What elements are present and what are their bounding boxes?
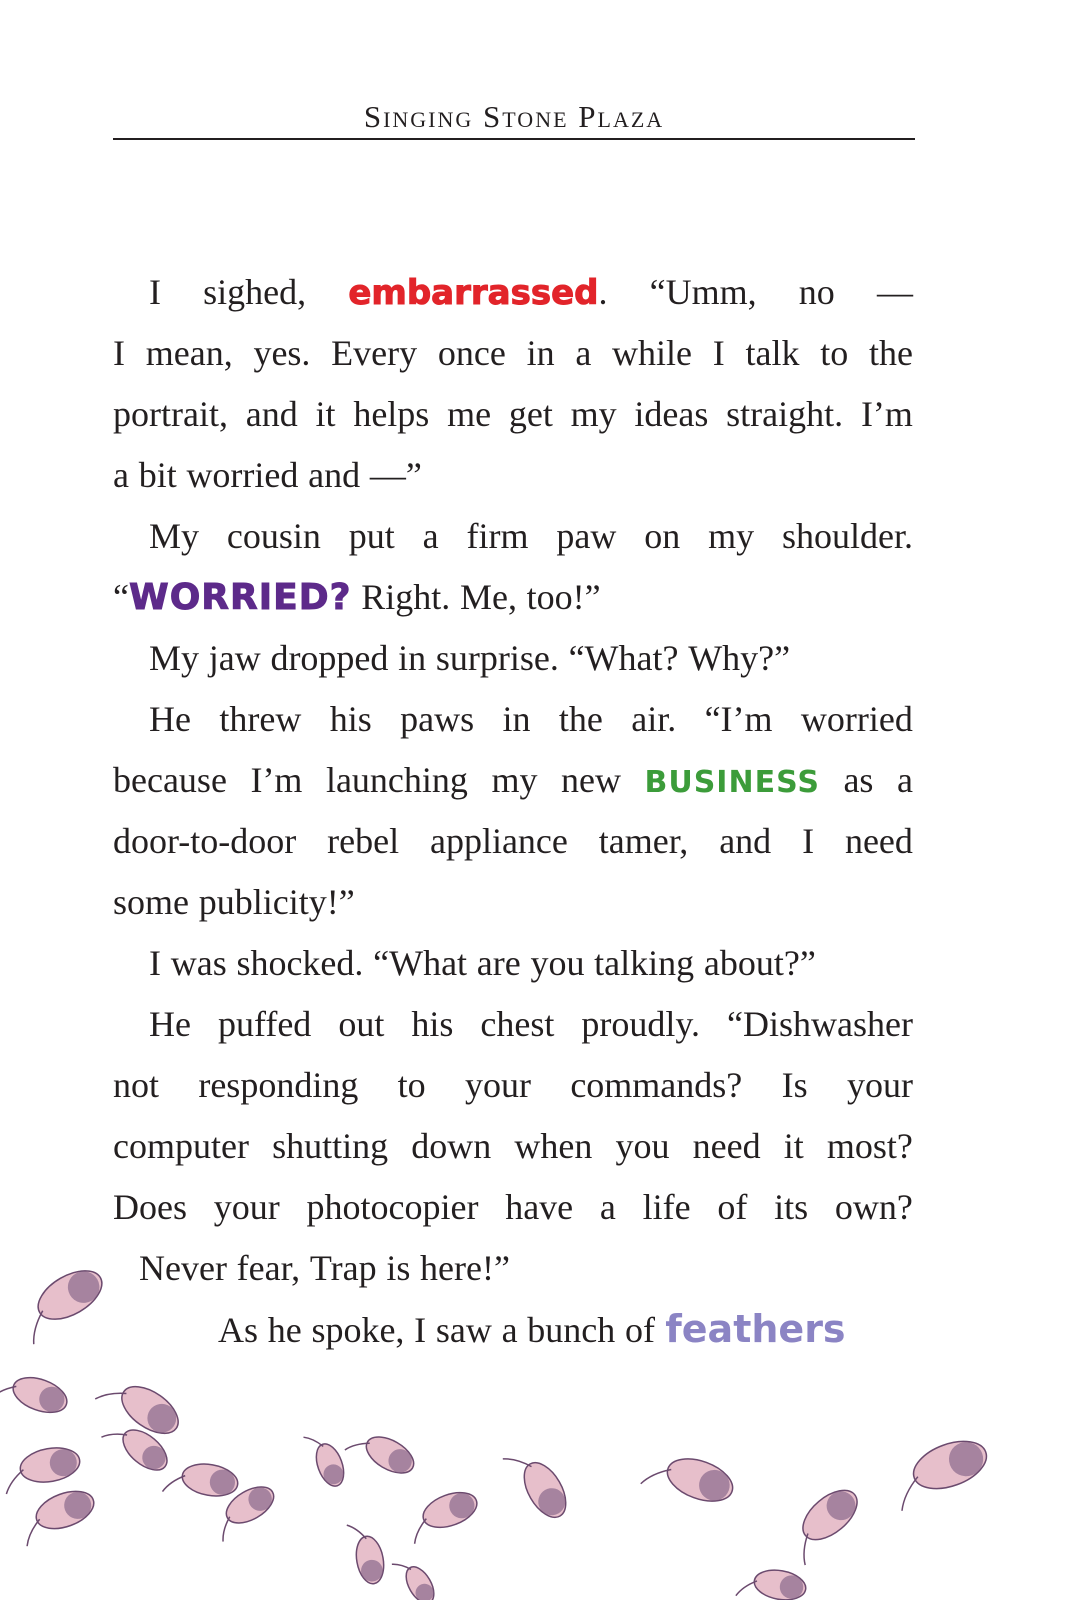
word: yes. xyxy=(253,333,311,373)
word: to xyxy=(397,1065,426,1105)
text-line xyxy=(113,323,913,384)
word: shoulder. xyxy=(782,516,913,556)
word: sighed, xyxy=(203,272,307,312)
feather-icon xyxy=(503,1440,574,1526)
feather-icon xyxy=(303,1428,348,1491)
word: your xyxy=(465,1065,531,1105)
word: I xyxy=(149,943,161,983)
word: life xyxy=(642,1187,691,1227)
word: jaw xyxy=(208,638,261,678)
text-line xyxy=(113,750,913,811)
word: need xyxy=(692,1126,761,1166)
word: of xyxy=(625,1310,655,1350)
text-line xyxy=(113,262,913,323)
word: Why?” xyxy=(688,638,791,678)
word: its xyxy=(774,1187,809,1227)
feather-icon xyxy=(641,1444,739,1514)
text-line xyxy=(113,506,913,567)
word: my xyxy=(491,760,538,800)
word: no xyxy=(798,272,835,312)
word: threw xyxy=(219,699,302,739)
word: rebel xyxy=(327,821,400,861)
word: because xyxy=(113,760,227,800)
word: — xyxy=(876,272,913,312)
word: bit xyxy=(138,455,177,495)
word: “ xyxy=(113,577,129,617)
word: while xyxy=(612,333,693,373)
word: “Umm, xyxy=(649,272,757,312)
styled-word: feathers xyxy=(665,1307,846,1351)
word: cousin xyxy=(226,516,321,556)
text-line xyxy=(113,994,913,1055)
word: Every xyxy=(331,333,418,373)
feather-icon xyxy=(347,1520,387,1587)
word: launching xyxy=(325,760,468,800)
word: —” xyxy=(369,455,422,495)
word: his xyxy=(411,1004,454,1044)
word: a xyxy=(599,1187,616,1227)
word: helps xyxy=(353,394,430,434)
word: bunch xyxy=(527,1310,616,1350)
word: Me, xyxy=(459,577,517,617)
word: is xyxy=(386,1248,411,1288)
feather-icon xyxy=(0,1365,72,1423)
word: Never xyxy=(139,1248,227,1288)
word: was xyxy=(170,943,227,983)
word: talking xyxy=(594,943,695,983)
word: some xyxy=(113,882,189,922)
word: in xyxy=(398,638,427,678)
word: and xyxy=(308,455,361,495)
word: He xyxy=(149,699,191,739)
word: it xyxy=(315,394,336,434)
word: you xyxy=(530,943,585,983)
word: about?” xyxy=(703,943,816,983)
word: need xyxy=(844,821,913,861)
text-line xyxy=(113,445,913,506)
word: shutting xyxy=(272,1126,389,1166)
word: My xyxy=(149,516,200,556)
word: down xyxy=(411,1126,492,1166)
word: it xyxy=(783,1126,804,1166)
word: a xyxy=(575,333,592,373)
word: I xyxy=(802,821,815,861)
word: new xyxy=(560,760,621,800)
word: ideas xyxy=(634,394,709,434)
feather-icon xyxy=(345,1422,420,1484)
word: “I’m xyxy=(704,699,773,739)
text-line xyxy=(113,933,913,994)
word: his xyxy=(329,699,372,739)
word: paw xyxy=(556,516,617,556)
word: I xyxy=(712,333,725,373)
running-head xyxy=(113,96,915,140)
word: when xyxy=(514,1126,593,1166)
word: your xyxy=(213,1187,280,1227)
word: out xyxy=(338,1004,385,1044)
word: on xyxy=(644,516,681,556)
text-line xyxy=(113,384,913,445)
styled-word: BUSINESS xyxy=(644,765,820,800)
word: door-to-door xyxy=(113,821,297,861)
word: to xyxy=(820,333,849,373)
word: as xyxy=(843,760,874,800)
word: and xyxy=(245,394,298,434)
word: the xyxy=(868,333,913,373)
word: . xyxy=(598,272,608,312)
word: responding xyxy=(198,1065,359,1105)
word: put xyxy=(348,516,395,556)
feather-icon xyxy=(886,1432,995,1510)
word: I xyxy=(149,272,161,312)
word: fear, xyxy=(236,1248,301,1288)
word: in xyxy=(502,699,531,739)
word: shocked. xyxy=(236,943,364,983)
word: As xyxy=(218,1310,259,1350)
word: straight. xyxy=(726,394,844,434)
word: and xyxy=(719,821,772,861)
word: tamer, xyxy=(598,821,689,861)
word: Does xyxy=(113,1187,187,1227)
word: spoke, xyxy=(311,1310,405,1350)
text-line xyxy=(113,628,913,689)
word: me xyxy=(447,394,492,434)
word: in xyxy=(526,333,555,373)
word: a xyxy=(422,516,439,556)
word: I xyxy=(414,1310,427,1350)
feather-icon xyxy=(162,1457,240,1504)
word: appliance xyxy=(429,821,568,861)
styled-word: embarrassed xyxy=(348,273,599,313)
word: paws xyxy=(400,699,475,739)
word: not xyxy=(113,1065,160,1105)
word: worried xyxy=(186,455,299,495)
word: a xyxy=(501,1310,518,1350)
word: dropped xyxy=(270,638,389,678)
word: worried xyxy=(800,699,913,739)
feathers-illustration xyxy=(0,1240,1067,1600)
feather-icon xyxy=(403,1486,483,1544)
word: “What? xyxy=(568,638,679,678)
text-line xyxy=(113,1055,913,1116)
feather-icon xyxy=(12,1261,113,1344)
feather-icon xyxy=(779,1481,868,1565)
word: of xyxy=(717,1187,748,1227)
text-line xyxy=(113,1177,913,1238)
word: he xyxy=(267,1310,302,1350)
word: chest xyxy=(480,1004,555,1044)
word: here!” xyxy=(420,1248,510,1288)
word: are xyxy=(476,943,521,983)
feather-icon xyxy=(392,1552,440,1600)
word: portrait, xyxy=(113,394,228,434)
word: saw xyxy=(435,1310,492,1350)
word: get xyxy=(508,394,553,434)
word: most? xyxy=(826,1126,913,1166)
text-line xyxy=(113,689,913,750)
word: a xyxy=(113,455,129,495)
word: talk xyxy=(745,333,800,373)
word: Right. xyxy=(361,577,451,617)
word: computer xyxy=(113,1126,249,1166)
word: have xyxy=(505,1187,574,1227)
word: own? xyxy=(834,1187,913,1227)
word: commands? xyxy=(570,1065,743,1105)
word: surprise. xyxy=(435,638,559,678)
text-line xyxy=(113,811,913,872)
word-group xyxy=(348,262,607,324)
word: my xyxy=(708,516,755,556)
feather-icon xyxy=(14,1484,100,1546)
word: you xyxy=(615,1126,670,1166)
body-text xyxy=(113,262,913,1360)
word: too!” xyxy=(526,577,601,617)
word: once xyxy=(437,333,506,373)
word: photocopier xyxy=(306,1187,479,1227)
word: mean, xyxy=(145,333,233,373)
word: air. xyxy=(631,699,677,739)
word: I’m xyxy=(860,394,913,434)
word: the xyxy=(558,699,603,739)
text-line xyxy=(113,567,913,628)
word: I’m xyxy=(250,760,303,800)
word: publicity!” xyxy=(198,882,355,922)
word: “Dishwasher xyxy=(727,1004,913,1044)
running-head-title: Singing Stone Plaza xyxy=(363,99,665,134)
word: a xyxy=(896,760,913,800)
feather-icon xyxy=(736,1564,808,1600)
word: “What xyxy=(373,943,468,983)
word: your xyxy=(846,1065,913,1105)
word: Is xyxy=(781,1065,808,1105)
text-line xyxy=(113,872,913,933)
word: puffed xyxy=(218,1004,312,1044)
feather-icon xyxy=(0,1444,83,1494)
word: my xyxy=(570,394,617,434)
word: I xyxy=(113,333,125,373)
word: proudly. xyxy=(581,1004,701,1044)
styled-word: WORRIED? xyxy=(128,577,352,618)
word: My xyxy=(149,638,200,678)
text-line xyxy=(113,1116,913,1177)
word: Trap xyxy=(309,1248,377,1288)
word: He xyxy=(149,1004,191,1044)
word: firm xyxy=(466,516,529,556)
